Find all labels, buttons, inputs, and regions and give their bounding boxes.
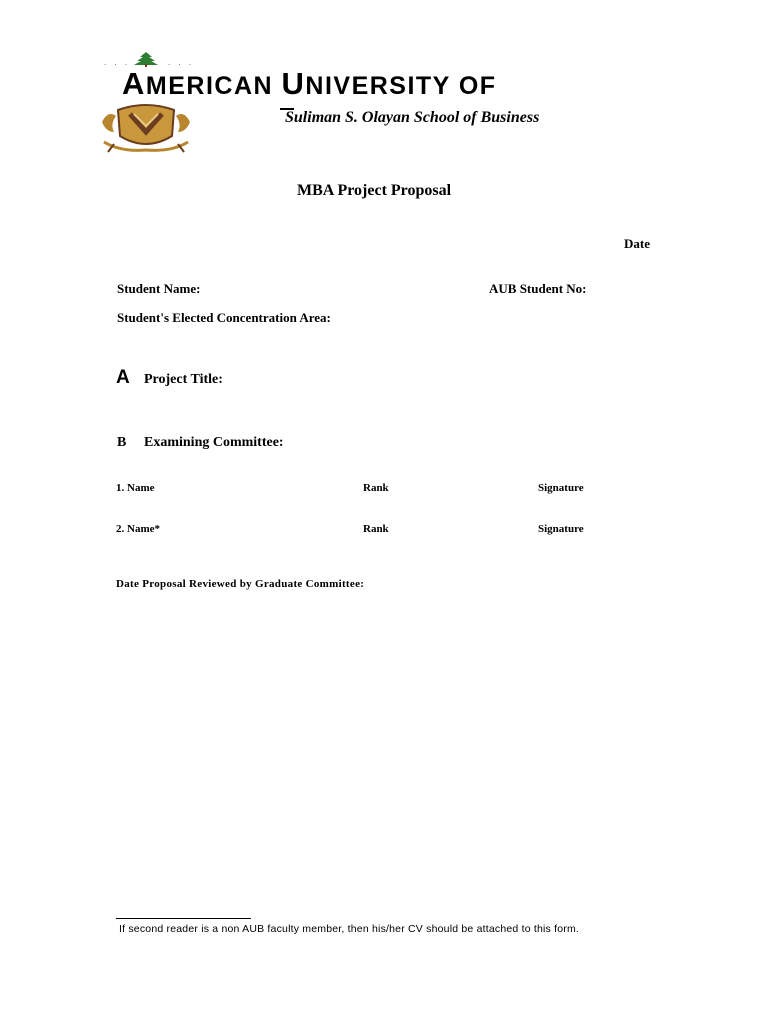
decorative-dots-right: . . .: [168, 58, 195, 67]
university-name-cap-a: A: [122, 66, 146, 101]
review-date-label: Date Proposal Reviewed by Graduate Committee:: [116, 578, 365, 590]
date-label: Date: [624, 236, 650, 251]
committee-row-2-name: 2. Name*: [116, 523, 160, 535]
project-title-label: Project Title:: [144, 372, 223, 387]
student-name-label: Student Name:: [117, 281, 201, 296]
cedar-icon: [134, 52, 158, 67]
student-number-label: AUB Student No:: [489, 281, 587, 296]
school-name: Suliman S. Olayan School of Business: [285, 109, 540, 126]
university-name-part-2: NIVERSITY OF: [305, 72, 497, 100]
examining-committee-label: Examining Committee:: [144, 435, 284, 450]
section-a-letter: A: [116, 367, 130, 388]
committee-row-1-name: 1. Name: [116, 482, 155, 494]
committee-row-2-rank: Rank: [363, 523, 389, 535]
section-b-letter: B: [117, 435, 127, 450]
crest-icon: [102, 105, 190, 152]
committee-row-1-signature: Signature: [538, 482, 584, 494]
university-name-cap-u: U: [281, 66, 306, 101]
committee-row-2-signature: Signature: [538, 523, 584, 535]
document-title: MBA Project Proposal: [297, 182, 452, 199]
university-name-part-1: MERICAN: [145, 72, 282, 100]
concentration-label: Student's Elected Concentration Area:: [117, 310, 331, 325]
committee-row-1-rank: Rank: [363, 482, 389, 494]
footnote-text: If second reader is a non AUB faculty member, then his/her CV should be attached to this form.: [119, 923, 580, 935]
decorative-dots-left: . . .: [104, 58, 131, 67]
footnote-separator: [116, 918, 251, 919]
university-name: [122, 66, 497, 102]
